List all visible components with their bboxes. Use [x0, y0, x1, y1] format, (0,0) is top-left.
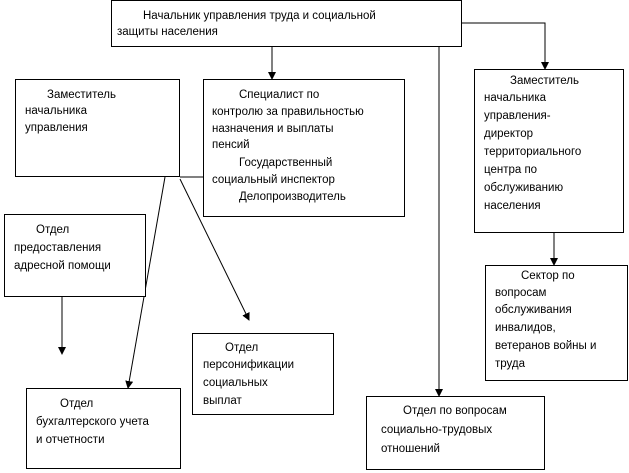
- node-targeted-aid-line-3: адресной помощи: [14, 260, 111, 272]
- node-deputy-line-2: начальника: [25, 105, 88, 117]
- node-labor-relations-line-3: отношений: [381, 443, 440, 455]
- node-disabled-sector-line-3: обслуживания: [495, 304, 572, 316]
- node-disabled-sector: [485, 265, 628, 381]
- node-targeted-aid-line-2: предоставления: [14, 242, 102, 254]
- node-labor-relations-line-1: Отдел по вопросам: [403, 405, 507, 417]
- node-disabled-sector-line-2: вопросам: [495, 287, 547, 299]
- node-accounting: [26, 388, 181, 469]
- node-personification: [192, 333, 334, 415]
- node-deputy: [15, 79, 180, 177]
- node-deputy-line-3: управления: [25, 122, 88, 134]
- node-targeted-aid: [4, 214, 146, 297]
- node-labor-relations-line-2: социально-трудовых: [381, 424, 493, 436]
- node-deputy-director-line-8: населения: [484, 200, 541, 212]
- node-accounting-line-3: и отчетности: [36, 434, 105, 446]
- node-labor-relations: [366, 396, 545, 470]
- node-head-line-1: Начальник управления труда и социальной: [143, 10, 376, 22]
- node-deputy-director-line-7: обслуживанию: [484, 182, 564, 194]
- node-specialist: [203, 79, 405, 217]
- node-specialist-line-4: пенсий: [212, 139, 250, 151]
- node-personification-line-2: персонификации: [203, 359, 295, 371]
- node-deputy-director: [474, 69, 624, 233]
- node-personification-line-1: Отдел: [225, 342, 259, 354]
- node-specialist-line-3: назначения и выплаты: [212, 123, 334, 135]
- node-specialist-line-5: Государственный: [239, 157, 333, 169]
- node-accounting-line-2: бухгалтерского учета: [36, 416, 149, 428]
- node-head-line-2: защиты населения: [117, 26, 218, 38]
- node-personification-line-4: выплат: [203, 395, 242, 407]
- node-disabled-sector-line-6: труда: [495, 358, 526, 370]
- node-specialist-line-6: социальный инспектор: [212, 174, 335, 186]
- node-disabled-sector-line-4: инвалидов,: [495, 322, 556, 334]
- node-deputy-director-line-5: территориального: [484, 146, 582, 158]
- node-personification-line-3: социальных: [203, 377, 268, 389]
- node-targeted-aid-line-1: Отдел: [36, 224, 70, 236]
- node-deputy-director-line-1: Заместитель: [510, 75, 579, 87]
- connector-head-to-deputy-director: [462, 23, 545, 69]
- node-specialist-line-2: контролю за правильностью: [212, 106, 364, 118]
- node-deputy-director-line-2: начальника: [484, 92, 547, 104]
- node-disabled-sector-line-1: Сектор по: [521, 270, 575, 282]
- node-head: [111, 0, 462, 47]
- node-specialist-line-1: Специалист по: [239, 89, 320, 101]
- node-deputy-line-1: Заместитель: [47, 89, 116, 101]
- node-deputy-director-line-4: директор: [484, 128, 534, 140]
- node-disabled-sector-line-5: ветеранов войны и: [495, 340, 597, 352]
- node-deputy-director-line-3: управления-: [484, 110, 551, 122]
- node-accounting-line-1: Отдел: [60, 398, 94, 410]
- node-specialist-line-7: Делопроизводитель: [239, 191, 346, 203]
- node-deputy-director-line-6: центра по: [484, 164, 538, 176]
